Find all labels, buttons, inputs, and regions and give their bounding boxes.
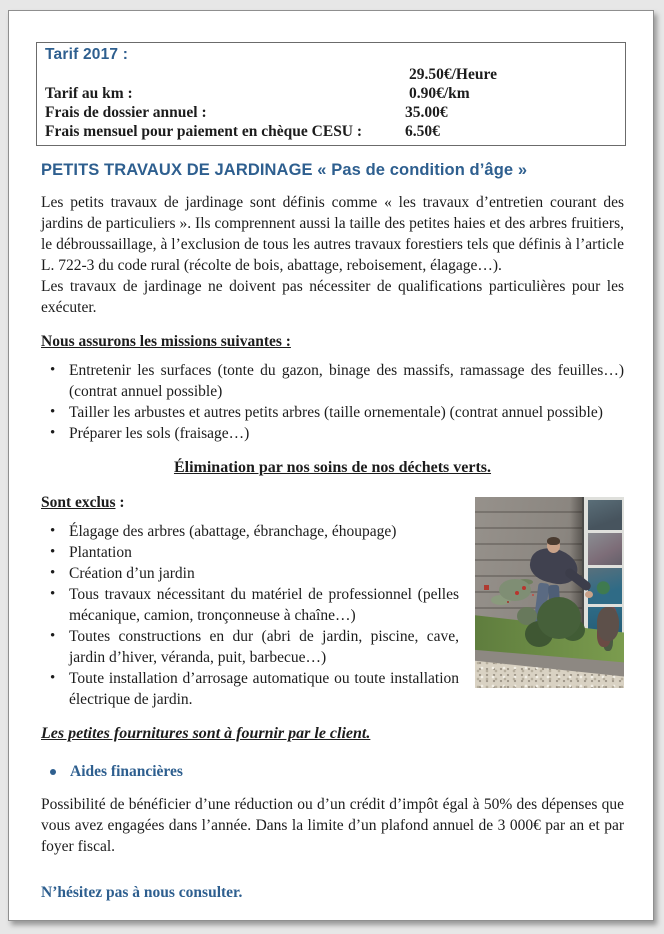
tariff-label: Tarif au km : — [45, 85, 133, 102]
list-item: • Tailler les arbustes et autres petits arbres (taille ornementale) (contrat annuel possible) — [41, 402, 624, 423]
exclusions-heading-text: Sont exclus — [41, 494, 116, 511]
financial-aid-paragraph: Possibilité de bénéficier d’une réduction ou d’un crédit d’impôt égal à 50% des dépenses que vous avez engagées dans l’année. Dans la limite d’un plafond annuel de 3 000€ par an et par foyer fiscal. — [41, 796, 624, 855]
list-item: • Élagage des arbres (abattage, ébranchage, éhoupage) — [41, 521, 624, 542]
exclusions-section — [41, 492, 624, 744]
elimination-note: Élimination par nos soins de nos déchets verts. — [173, 459, 492, 476]
tariff-label: Frais mensuel pour paiement en chèque CESU : — [45, 123, 363, 140]
financial-aid-heading — [41, 761, 624, 782]
list-item: • Création d’un jardin — [41, 563, 624, 584]
missions-heading: Nous assurons les missions suivantes : — [41, 333, 291, 350]
tariff-row — [45, 84, 617, 103]
list-item: • Tous travaux nécessitant du matériel de professionnel (pelles mécanique, camion, tronçonneuse à chaîne…) — [41, 584, 624, 626]
tariff-value: 29.50€/Heure — [409, 66, 497, 83]
bullet-icon — [50, 769, 56, 775]
financial-aid-section — [41, 761, 624, 857]
list-item: • Plantation — [41, 542, 624, 563]
list-item: • Toute installation d’arrosage automatique ou toute installation électrique de jardin. — [41, 668, 624, 710]
closing-note: N’hésitez pas à nous consulter. — [41, 884, 243, 901]
exclusions-list — [41, 521, 624, 710]
tariff-label: Frais de dossier annuel : — [45, 104, 207, 121]
list-item: • Toutes constructions en dur (abri de jardin, piscine, cave, jardin d’hiver, véranda, puit, barbecue…) — [41, 626, 624, 668]
tariff-row — [45, 103, 617, 122]
supplies-note: Les petites fournitures sont à fournir par le client. — [41, 725, 371, 742]
list-item: • Entretenir les surfaces (tonte du gazon, binage des massifs, ramassage des feuilles…) (contrat annuel possible) — [41, 360, 624, 402]
tariff-value: 35.00€ — [405, 104, 448, 121]
tariff-value: 6.50€ — [405, 123, 440, 140]
page-title: PETITS TRAVAUX DE JARDINAGE « Pas de condition d’âge » — [41, 161, 528, 179]
tariff-box — [36, 42, 626, 146]
intro-paragraph-1: Les petits travaux de jardinage sont définis comme « les travaux d’entretien courant des jardins de particuliers ». Ils comprennent aussi la taille des petites haies et des arbres fruitiers, le débroussaillage, à l’exclusion de tous les autres travaux forestiers tels que définis à l’article L. 722-3 du code rural (récolte de bois, abattage, reboisement, élagage…). — [41, 194, 624, 274]
tariff-row — [45, 122, 617, 141]
intro-paragraph-2: Les travaux de jardinage ne doivent pas nécessiter de qualifications particulières pour les exécuter. — [41, 278, 624, 316]
missions-list — [41, 360, 624, 444]
list-item: • Préparer les sols (fraisage…) — [41, 423, 624, 444]
tariff-row — [45, 65, 617, 84]
tariff-title: Tarif 2017 : — [45, 46, 129, 63]
document-page — [8, 10, 654, 921]
tariff-label — [45, 65, 405, 84]
exclusions-heading-colon: : — [115, 494, 125, 511]
financial-aid-heading-text: Aides financières — [70, 763, 183, 780]
tariff-value: 0.90€/km — [409, 85, 470, 102]
